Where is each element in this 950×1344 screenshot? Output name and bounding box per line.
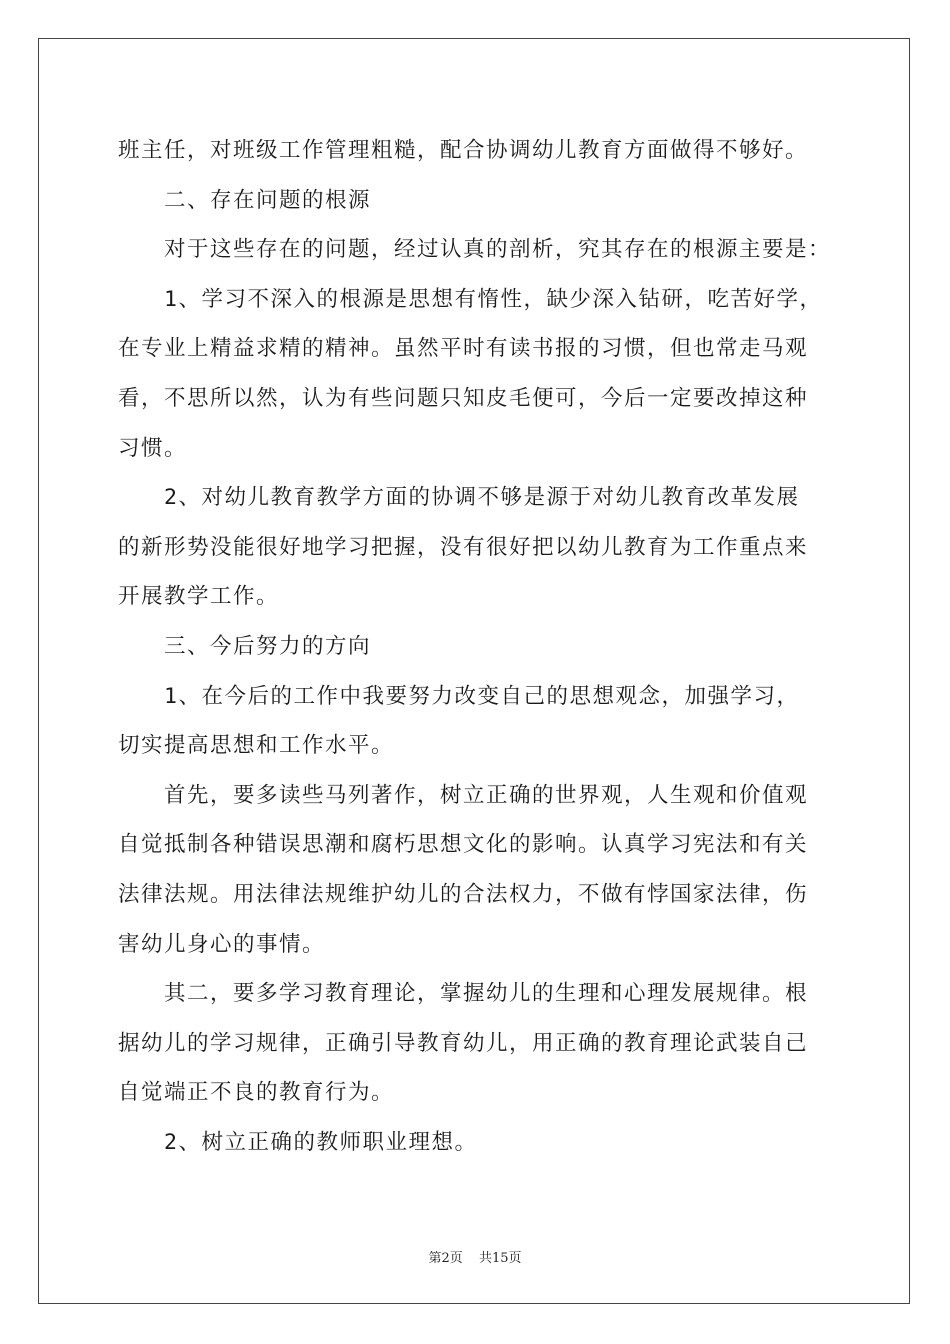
text-line: 开展教学工作。 — [118, 584, 280, 610]
text-line: 看，不思所以然，认为有些问题只知皮毛便可，今后一定要改掉这种 — [118, 385, 809, 411]
text-line: 首先，要多读些马列著作，树立正确的世界观，人生观和价值观 — [164, 782, 809, 808]
text-line: 对于这些存在的问题，经过认真的剖析，究其存在的根源主要是： — [164, 237, 832, 263]
text-line: 自觉端正不良的教育行为。 — [118, 1080, 395, 1106]
text-line: 法律法规。用法律法规维护幼儿的合法权力，不做有悖国家法律，伤 — [118, 881, 809, 907]
page-number: 第2页 — [428, 1251, 463, 1266]
section-heading: 二、存在问题的根源 — [164, 187, 372, 213]
text-line: 习惯。 — [118, 435, 188, 461]
text-line: 的新形势没能很好地学习把握，没有很好把以幼儿教育为工作重点来 — [118, 534, 809, 560]
page-footer — [0, 1247, 950, 1266]
document-body — [118, 126, 838, 1167]
text-line: 在专业上精益求精的精神。虽然平时有读书报的习惯，但也常走马观 — [118, 336, 809, 362]
section-heading: 三、今后努力的方向 — [164, 633, 372, 659]
text-line: 其二，要多学习教育理论，掌握幼儿的生理和心理发展规律。根 — [164, 981, 809, 1007]
text-line: 害幼儿身心的事情。 — [118, 931, 326, 957]
text-line: 切实提高思想和工作水平。 — [118, 733, 395, 759]
text-line: 据幼儿的学习规律，正确引导教育幼儿，用正确的教育理论武装自己 — [118, 1030, 809, 1056]
text-line: 1、在今后的工作中我要努力改变自己的思想观念，加强学习， — [164, 683, 800, 709]
text-line: 2、树立正确的教师职业理想。 — [164, 1129, 478, 1155]
text-line: 1、学习不深入的根源是思想有惰性，缺少深入钻研，吃苦好学， — [164, 286, 823, 312]
text-line: 班主任，对班级工作管理粗糙，配合协调幼儿教育方面做得不够好。 — [118, 138, 809, 163]
text-line: 2、对幼儿教育教学方面的协调不够是源于对幼儿教育改革发展 — [164, 485, 800, 511]
text-line: 自觉抵制各种错误思潮和腐朽思想文化的影响。认真学习宪法和有关 — [118, 832, 809, 858]
page-total: 共15页 — [478, 1251, 522, 1266]
